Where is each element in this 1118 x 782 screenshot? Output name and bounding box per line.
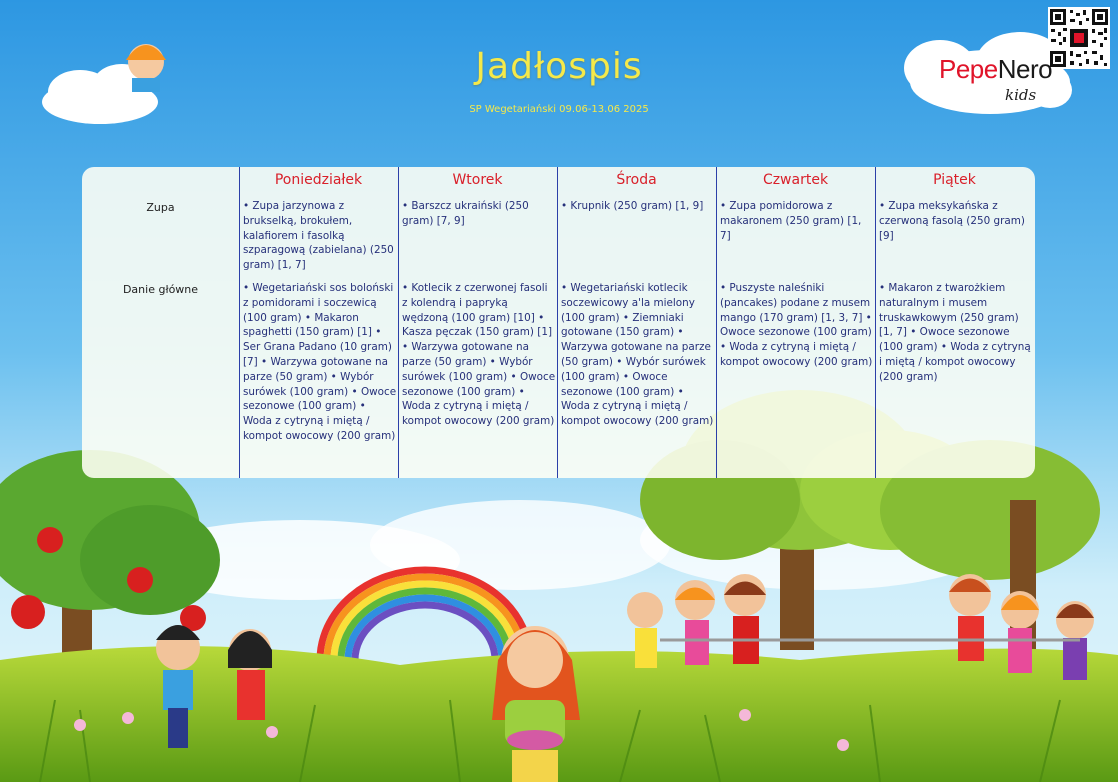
page-subtitle: SP Wegetariański 09.06-13.06 2025 [469, 104, 649, 115]
menu-cell-soup-wednesday: • Krupnik (250 gram) [1, 9] [561, 200, 704, 212]
column-divider [875, 167, 876, 478]
column-divider [716, 167, 717, 478]
brand-suffix: kids [1005, 86, 1037, 104]
column-divider [239, 167, 240, 478]
day-header-wednesday: Środa [616, 172, 657, 188]
menu-cell-main-friday: • Makaron z twarożkiem naturalnym i musem truskawkowym (250 gram) [1, 7] • Owoce sezonowe (100 gram) • Woda z cytryną i miętą / kompot owocowy (200 gram) [879, 282, 1031, 383]
menu-cell-soup-friday: • Zupa meksykańska z czerwoną fasolą (250 gram) [9] [879, 200, 1025, 242]
page-title: Jadłospis [475, 46, 643, 87]
day-header-thursday: Czwartek [762, 172, 829, 188]
day-header-monday: Poniedziałek [274, 172, 363, 188]
menu-cell-soup-monday: • Zupa jarzynowa z brukselką, brokułem, kalafiorem i fasolką szparagową (zabielana) (250 gram) [1, 7] [243, 200, 394, 272]
column-divider [557, 167, 558, 478]
menu-cell-soup-thursday: • Zupa pomidorowa z makaronem (250 gram) [1, 7] [720, 200, 862, 242]
menu-cell-main-monday: • Wegetariański sos boloński z pomidorami i soczewicą (100 gram) • Makaron spaghetti (150 gram) [1] • Ser Grana Padano (10 gram) [7] • Warzywa gotowane na parze (50 gram) • Wybór surówek (100 gram) • Owoce sezonowe (100 gram) • Woda z cytryną i miętą / kompot owocowy (200 gram) [243, 282, 397, 442]
menu-cell-main-tuesday: • Kotlecik z czerwonej fasoli z kolendrą i papryką wędzoną (100 gram) [10] • Kasza pęczak (150 gram) [1] • Warzywa gotowane na parze (50 gram) • Wybór surówek (100 gram) • Owoce sezonowe (100 gram) • Woda z cytryną i miętą / kompot owocowy (200 gram) [402, 282, 556, 428]
row-label-soup: Zupa [146, 201, 175, 214]
menu-cell-main-wednesday: • Wegetariański kotlecik soczewicowy a'la mielony (100 gram) • Ziemniaki gotowane (150 gram) • Warzywa gotowane na parze (50 gram) • Wybór surówek (100 gram) • Owoce sezonowe (100 gram) • Woda z cytryną i miętą / kompot owocowy (200 gram) [561, 282, 714, 428]
row-label-main-dish: Danie główne [122, 283, 199, 296]
menu-cell-main-thursday: • Puszyste naleśniki (pancakes) podane z musem mango (170 gram) [1, 3, 7] • Owoce sezonowe (100 gram) • Woda z cytryną i miętą / kompot owocowy (200 gram) [720, 282, 873, 368]
day-header-friday: Piątek [933, 172, 976, 188]
column-divider [398, 167, 399, 478]
brand-name-part1: Pepe [939, 54, 998, 84]
menu-cell-soup-tuesday: • Barszcz ukraiński (250 gram) [7, 9] [402, 200, 529, 227]
day-header-tuesday: Wtorek [452, 172, 503, 188]
brand-name-part2: Nero [997, 54, 1053, 84]
